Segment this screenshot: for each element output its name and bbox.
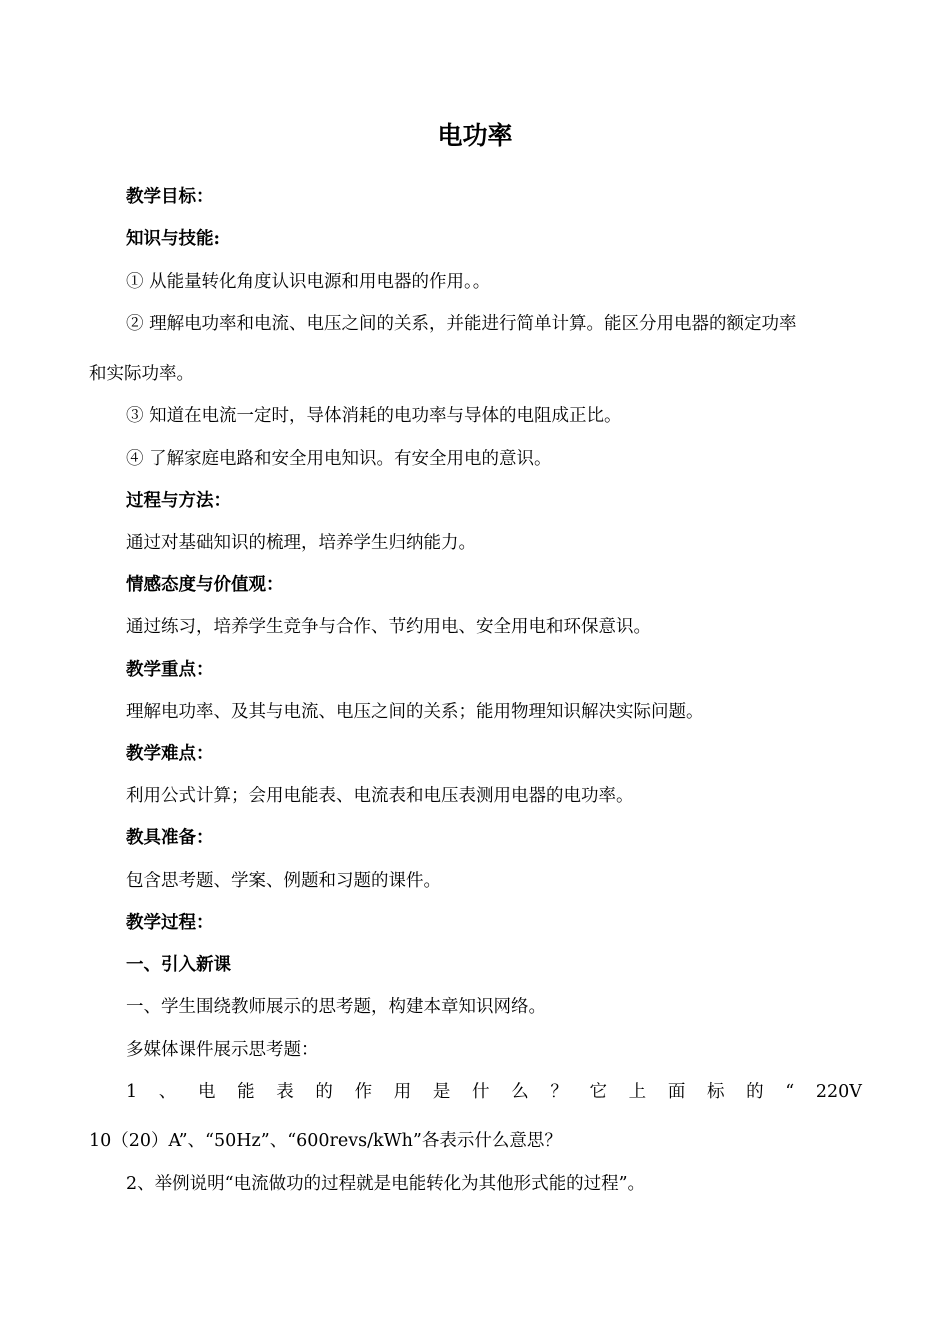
question-1-token: 么 bbox=[511, 1082, 529, 1102]
multimedia-questions-label: 多媒体课件展示思考题： bbox=[126, 1040, 319, 1060]
question-1-token: ？ bbox=[550, 1082, 568, 1102]
question-1-token: 什 bbox=[472, 1082, 490, 1102]
question-1-token: 、 bbox=[158, 1082, 177, 1102]
attitude-values-text: 通过练习，培养学生竞争与合作、节约用电、安全用电和环保意识。 bbox=[126, 617, 651, 637]
teaching-aids-text: 包含思考题、学案、例题和习题的课件。 bbox=[126, 871, 441, 891]
question-1-token: 1 bbox=[126, 1082, 138, 1102]
process-methods-text: 通过对基础知识的梳理，培养学生归纳能力。 bbox=[126, 533, 476, 553]
key-points-text: 理解电功率、及其与电流、电压之间的关系；能用物理知识解决实际问题。 bbox=[126, 702, 704, 722]
question-1-token: 作 bbox=[354, 1082, 373, 1102]
process-step-1: 一、学生围绕教师展示的思考题，构建本章知识网络。 bbox=[126, 997, 546, 1017]
question-1-line bbox=[126, 1079, 862, 1105]
question-1-token: 面 bbox=[667, 1082, 686, 1102]
question-1-token: 它 bbox=[589, 1082, 608, 1102]
question-1-token: 上 bbox=[628, 1082, 647, 1102]
document-title: 电功率 bbox=[437, 121, 513, 150]
heading-teaching-aids: 教具准备： bbox=[126, 828, 214, 848]
heading-teaching-process: 教学过程： bbox=[126, 913, 214, 933]
question-1-token: 220V bbox=[815, 1082, 862, 1102]
question-1-token: “ bbox=[785, 1082, 795, 1102]
question-1-token: 标 bbox=[706, 1082, 725, 1102]
question-1-continued: 10（20）A”、“50Hz”、“600revs/kWh”各表示什么意思？ bbox=[89, 1131, 562, 1151]
heading-teaching-goals: 教学目标： bbox=[126, 187, 214, 207]
goal-item-3: ③ 知道在电流一定时，导体消耗的电功率与导体的电阻成正比。 bbox=[126, 406, 622, 426]
difficulties-text: 利用公式计算；会用电能表、电流表和电压表测用电器的电功率。 bbox=[126, 786, 634, 806]
question-1-token: 的 bbox=[746, 1082, 764, 1102]
heading-key-points: 教学重点： bbox=[126, 660, 214, 680]
goal-item-4: ④ 了解家庭电路和安全用电知识。有安全用电的意识。 bbox=[126, 449, 552, 469]
section-introduce-lesson: 一、引入新课 bbox=[126, 955, 231, 975]
question-1-token: 表 bbox=[276, 1082, 294, 1102]
heading-knowledge-skills: 知识与技能: bbox=[126, 229, 220, 249]
question-1-token: 用 bbox=[393, 1082, 412, 1102]
heading-process-methods: 过程与方法： bbox=[126, 491, 231, 511]
goal-item-2: ② 理解电功率和电流、电压之间的关系，并能进行简单计算。能区分用电器的额定功率 bbox=[126, 314, 797, 334]
question-1-token: 的 bbox=[315, 1082, 333, 1102]
goal-item-1: ① 从能量转化角度认识电源和用电器的作用。。 bbox=[126, 272, 491, 292]
goal-item-2-continued: 和实际功率。 bbox=[89, 364, 194, 384]
question-1-token: 能 bbox=[237, 1082, 255, 1102]
heading-attitude-values: 情感态度与价值观： bbox=[126, 575, 284, 595]
question-1-token: 电 bbox=[197, 1082, 216, 1102]
question-2: 2、举例说明“电流做功的过程就是电能转化为其他形式能的过程”。 bbox=[126, 1174, 646, 1194]
question-1-token: 是 bbox=[432, 1082, 451, 1102]
heading-difficulties: 教学难点： bbox=[126, 744, 214, 764]
